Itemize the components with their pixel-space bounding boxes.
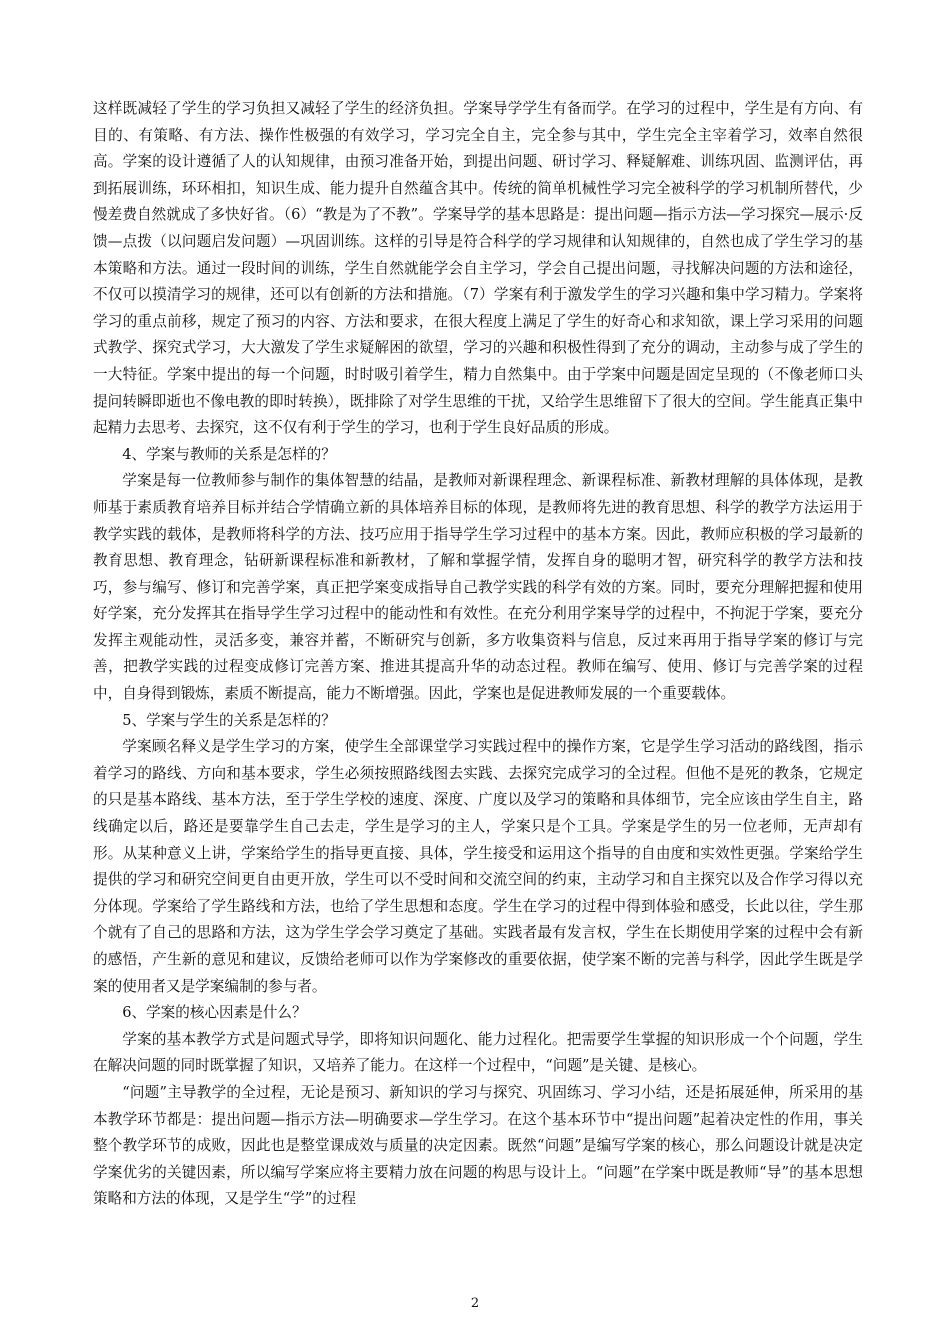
paragraph-teacher-relation: 学案是每一位教师参与制作的集体智慧的结晶，是教师对新课程理念、新课程标准、新教材理解的具体体现，是教师基于素质教育培养目标并结合学情确立新的具体培养目标的体现，是教师将先进的教育思想、科学的教学方法运用于教学实践的载体，是教师将科学的方法、技巧应用于指导学生学习过程中的基本方案。因此，教师应积极的学习最新的教育思想、教育理念，钻研新课程标准和新教材，了解和掌握学情，发挥自身的聪明才智，研究科学的教学方法和技巧，参与编写、修订和完善学案，真正把学案变成指导自己教学实践的科学有效的方案。同时，要充分理解把握和使用好学案，充分发挥其在指导学生学习过程中的能动性和有效性。在充分利用学案导学的过程中，不拘泥于学案，要充分发挥主观能动性，灵活多变，兼容并蓄，不断研究与创新，多方收集资料与信息，反过来再用于指导学案的修订与完善，把教学实践的过程变成修订完善方案、推进其提高升华的动态过程。教师在编写、使用、修订与完善学案的过程中，自身得到锻炼，素质不断提高，能力不断增强。因此，学案也是促进教师发展的一个重要载体。 bbox=[93, 472, 863, 703]
document-body bbox=[93, 96, 863, 1213]
section-heading-4: 4、学案与教师的关系是怎样的？ bbox=[122, 445, 336, 463]
section-heading-5: 5、学案与学生的关系是怎样的？ bbox=[122, 711, 336, 729]
paragraph-core-factor: 学案的基本教学方式是问题式导学，即将知识问题化、能力过程化。把需要学生掌握的知识形成一个个问题，学生在解决问题的同时既掌握了知识，又培养了能力。在这样一个过程中，“问题”是关键、是核心。 bbox=[93, 1030, 863, 1075]
paragraph-student-relation: 学案顾名释义是学生学习的方案，使学生全部课堂学习实践过程中的操作方案，它是学生学习活动的路线图，指示着学习的路线、方向和基本要求，学生必须按照路线图去实践、去探究完成学习的全过程。但他不是死的教条，它规定的只是基本路线、基本方法，至于学生学校的速度、深度、广度以及学习的策略和具体细节，完全应该由学生自主，路线确定以后，路还是要靠学生自己去走，学生是学习的主人，学案只是个工具。学案是学生的另一位老师，无声却有形。从某种意义上讲，学案给学生的指导更直接、具体，学生接受和运用这个指导的自由度和实效性更强。学案给学生提供的学习和研究空间更自由更开放，学生可以不受时间和交流空间的约束，主动学习和自主探究以及合作学习得以充分体现。学案给了学生路线和方法，也给了学生思想和态度。学生在学习的过程中得到体验和感受，长此以往，学生那个就有了自己的思路和方法，这为学生学会学习奠定了基础。实践者最有发言权，学生在长期使用学案的过程中会有新的感悟，产生新的意见和建议，反馈给老师可以作为学案修改的重要依据，使学案不断的完善与科学，因此学生既是学案的使用者又是学案编制的参与者。 bbox=[93, 738, 863, 995]
paragraph-question-driven: “问题”主导教学的全过程，无论是预习、新知识的学习与探究、巩固练习、学习小结，还是拓展延伸，所采用的基本教学环节都是：提出问题—指示方法—明确要求—学生学习。在这个基本环节中“提出问题”起着决定性的作用，事关整个教学环节的成败，因此也是整堂课成效与质量的决定因素。既然“问题”是编写学案的核心，那么问题设计就是决定学案优劣的关键因素，所以编写学案应将主要精力放在问题的构思与设计上。“问题”在学案中既是教师“导”的基本思想策略和方法的体现，又是学生“学”的过程 bbox=[93, 1083, 863, 1208]
paragraph-continued: 这样既减轻了学生的学习负担又减轻了学生的经济负担。学案导学学生有备而学。在学习的过程中，学生是有方向、有目的、有策略、有方法、操作性极强的有效学习，学习完全自主，完全参与其中，学生完全主宰着学习，效率自然很高。学案的设计遵循了人的认知规律，由预习准备开始，到提出问题、研讨学习、释疑解难、训练巩固、监测评估，再到拓展训练，环环相扣，知识生成、能力提升自然蕴含其中。传统的简单机械性学习完全被科学的学习机制所替代，少慢差费自然就成了多快好省。（6）“教是为了不教”。学案导学的基本思路是：提出问题—指示方法—学习探究—展示·反馈—点拨（以问题启发问题）—巩固训练。这样的引导是符合科学的学习规律和认知规律的，自然也成了学生学习的基本策略和方法。通过一段时间的训练，学生自然就能学会自主学习，学会自己提出问题，寻找解决问题的方法和途径，不仅可以摸清学习的规律，还可以有创新的方法和措施。（7）学案有利于激发学生的学习兴趣和集中学习精力。学案将学习的重点前移，规定了预习的内容、方法和要求，在很大程度上满足了学生的好奇心和求知欲，课上学习采用的问题式教学、探究式学习，大大激发了学生求疑解困的欲望，学习的兴趣和积极性得到了充分的调动，主动参与成了学生的一大特征。学案中提出的每一个问题，时时吸引着学生，精力自然集中。由于学案中问题是固定呈现的（不像老师口头提问转瞬即逝也不像电教的即时转换），既排除了对学生思维的干扰，又给学生思维留下了很大的空间。学生能真正集中起精力去思考、去探究，这不仅有利于学生的学习，也利于学生良好品质的形成。 bbox=[93, 100, 863, 437]
page-number: 2 bbox=[470, 1296, 480, 1311]
section-heading-6: 6、学案的核心因素是什么？ bbox=[122, 1004, 307, 1022]
